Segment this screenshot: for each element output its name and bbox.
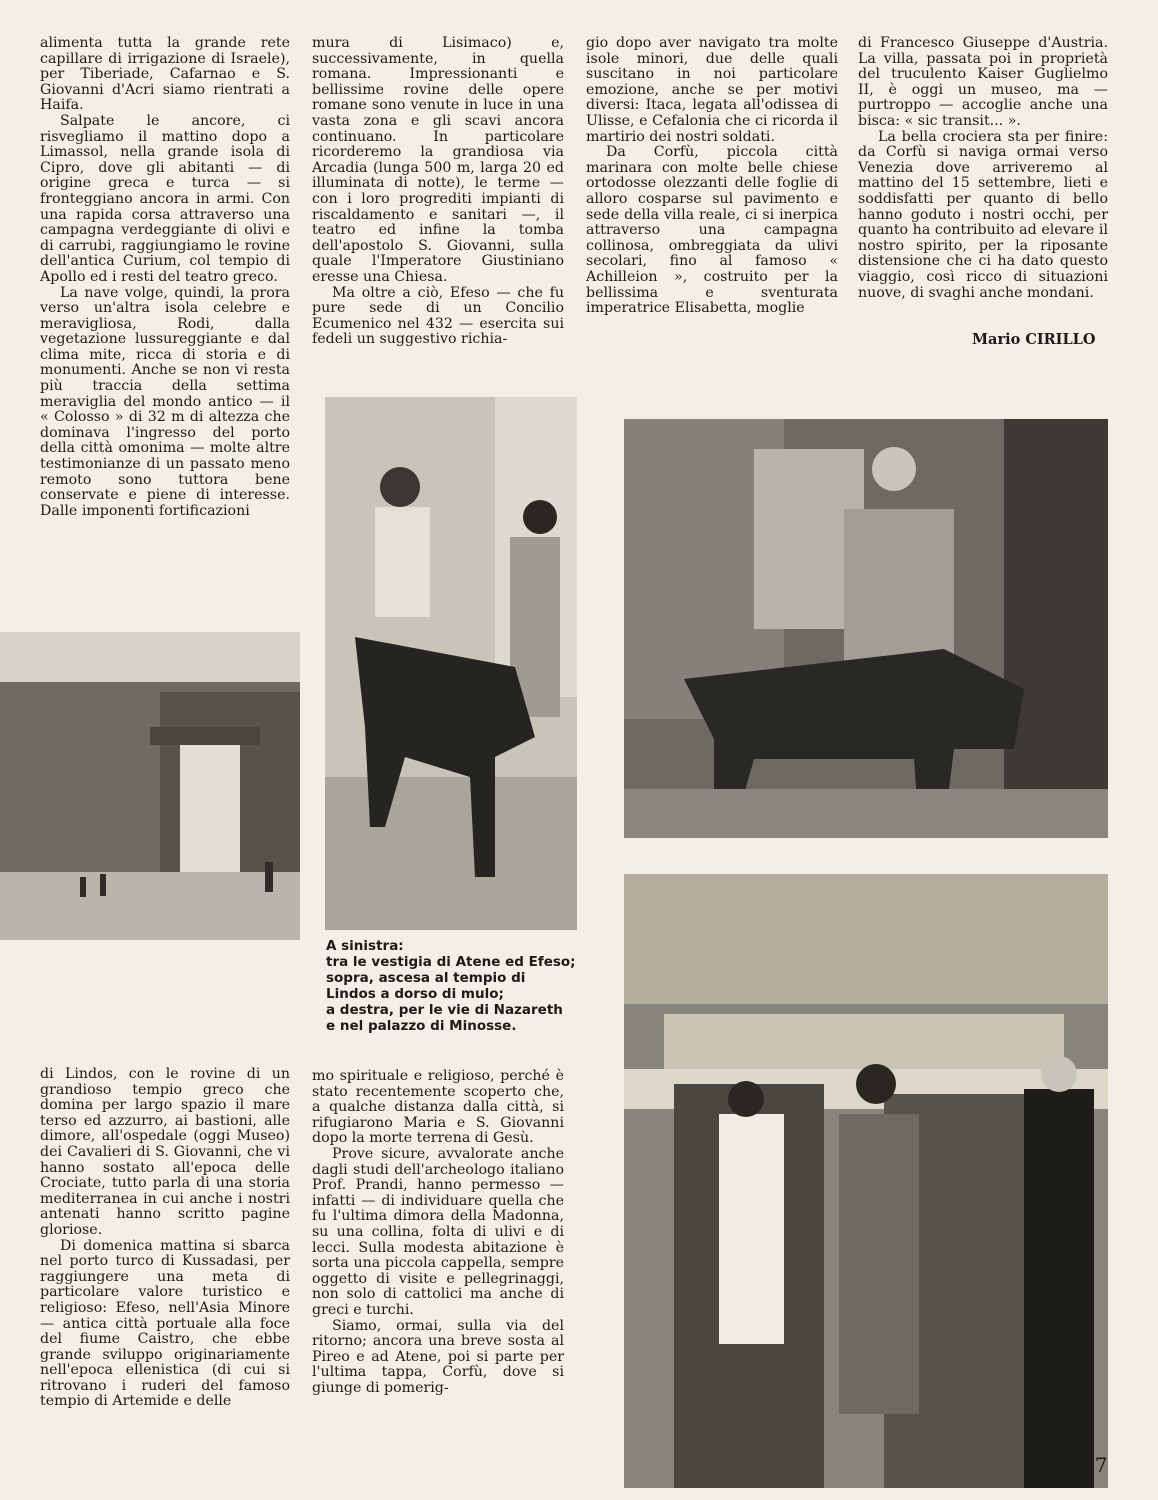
caption-line: a destra, per le vie di Nazareth bbox=[326, 1002, 563, 1018]
photo-caption bbox=[326, 938, 596, 1034]
paragraph: di Francesco Giuseppe d'Austria. La villa, passata poi in proprietà del truculento Kaiser Guglielmo II, è oggi un museo, ma — purtroppo — accoglie anche una bisca: « sic transit... ». bbox=[858, 35, 1108, 129]
article-column-3-top bbox=[586, 36, 838, 317]
paragraph: gio dopo aver navigato tra molte isole minori, due delle quali suscitano in noi particolare emozione, anche se per motivi diversi: Itaca, legata all'odissea di Ulisse, e Cefalonia che ci ricorda il martirio dei nostri soldati. bbox=[586, 35, 838, 145]
paragraph: di Lindos, con le rovine di un grandioso tempio greco che domina per largo spazio il mare terso ed azzurro, ai bastioni, alle dimore, all'ospedale (oggi Museo) dei Cavalieri di S. Giovanni, che vi hanno sostato all'epoca delle Crociate, tutto parla di una storia mediterranea in cui anche i nostri antenati hanno scritto pagine gloriose. bbox=[40, 1066, 290, 1238]
paragraph: Da Corfù, piccola città marinara con molte belle chiese ortodosse olezzanti delle foglie di alloro cosparse sul pavimento e sede della villa reale, ci si inerpica attraverso una campagna collinosa, ombreggiata da ulivi secolari, fino al famoso « Achilleion », costruito per la bellissima e sventurata imperatrice Elisabetta, moglie bbox=[586, 144, 838, 317]
paragraph: La bella crociera sta per finire: da Corfù si naviga ormai verso Venezia dove arriveremo al mattino del 15 settembre, lieti e soddisfatti per quanto di bello hanno goduto i nostri occhi, per quanto ha contribuito ad elevare il nostro spirito, per la riposante distensione che ci ha dato questo viaggio, così ricco di situazioni nuove, di svaghi anche mondani. bbox=[858, 128, 1108, 301]
paragraph: Salpate le ancore, ci risvegliamo il mattino dopo a Limassol, nella grande isola di Cipro, dove gli abitanti — di origine greca e turca — si fronteggiano ancora in armi. Con una rapida corsa attraverso una campagna verdeggiante di olivi e di carrubi, raggiungiamo le rovine dell'antica Curium, col tempio di Apollo ed i resti del teatro greco. bbox=[40, 112, 290, 285]
article-column-1-bottom bbox=[40, 1067, 290, 1410]
page-number: 17 bbox=[1082, 1453, 1108, 1477]
paragraph: mura di Lisimaco) e, successivamente, in quella romana. Impressionanti e bellissime rovine delle opere romane sono venute in luce in una vasta zona e gli scavi ancora continuano. In particolare ricorderemo la grandiosa via Arcadia (lunga 500 m, larga 20 ed illuminata di notte), le terme — con i loro progrediti impianti di riscaldamento e sanitari —, il teatro ed infine la tomba dell'apostolo S. Giovanni, sulla quale l'Imperatore Giustiniano eresse una Chiesa. bbox=[312, 35, 564, 285]
photo-minos-palace bbox=[624, 874, 1108, 1488]
paragraph: mo spirituale e religioso, perché è stato recentemente scoperto che, a qualche distanza dalla città, si rifugiarono Maria e S. Giovanni dopo la morte terrena di Gesù. bbox=[312, 1068, 564, 1147]
caption-line: A sinistra: bbox=[326, 938, 404, 954]
paragraph: Prove sicure, avvalorate anche dagli studi dell'archeologo italiano Prof. Prandi, hanno permesso — infatti — di individuare quella che fu l'ultima dimora della Madonna, su una collina, folta di ulivi e di lecci. Sulla modesta abitazione è sorta una piccola cappella, sempre oggetto di visite e pellegrinaggi, non solo di cattolici ma anche di greci e turchi. bbox=[312, 1145, 564, 1318]
photo-lindos-mule-ride bbox=[325, 397, 577, 930]
paragraph: Di domenica mattina si sbarca nel porto turco di Kussadasi, per raggiungere una meta di particolare valore turistico e religioso: Efeso, nell'Asia Minore — antica città portuale alla foce del fiume Caistro, che ebbe grande sviluppo originariamente nell'epoca ellenistica (di cui si ritrovano i ruderi del famoso tempio di Artemide e delle bbox=[40, 1237, 290, 1410]
photo-temple-ruins bbox=[0, 632, 300, 940]
article-column-4-top bbox=[858, 36, 1108, 301]
photo-nazareth-street bbox=[624, 419, 1108, 838]
article-column-2-bottom bbox=[312, 1069, 564, 1396]
article-column-1-top bbox=[40, 36, 290, 519]
article-column-2-top bbox=[312, 36, 564, 348]
paragraph: Siamo, ormai, sulla via del ritorno; ancora una breve sosta al Pireo e ad Atene, poi si parte per l'ultima tappa, Corfù, dove si giunge di pomerig- bbox=[312, 1317, 564, 1396]
author-signature: Mario CIRILLO bbox=[972, 331, 1096, 348]
caption-line: tra le vestigia di Atene ed Efeso; bbox=[326, 954, 576, 970]
paragraph: Ma oltre a ciò, Efeso — che fu pure sede di un Concilio Ecumenico nel 432 — esercita sui fedeli un suggestivo richia- bbox=[312, 284, 564, 348]
caption-line: e nel palazzo di Minosse. bbox=[326, 1018, 517, 1034]
caption-line: Lindos a dorso di mulo; bbox=[326, 986, 504, 1002]
paragraph: La nave volge, quindi, la prora verso un'altra isola celebre e meravigliosa, Rodi, dalla vegetazione lussureggiante e dal clima mite, ricca di storia e di monumenti. Anche se non vi resta più traccia della settima meraviglia del mondo antico — il « Colosso » di 32 m di altezza che dominava l'ingresso del porto della città omonima — molte altre testimonianze di un passato meno remoto sono tuttora bene conservate e piene di interesse. Dalle imponenti fortificazioni bbox=[40, 284, 290, 519]
paragraph: alimenta tutta la grande rete capillare di irrigazione di Israele), per Tiberiade, Cafarnao e S. Giovanni d'Acri siamo rientrati a Haifa. bbox=[40, 35, 290, 114]
caption-line: sopra, ascesa al tempio di bbox=[326, 970, 526, 986]
